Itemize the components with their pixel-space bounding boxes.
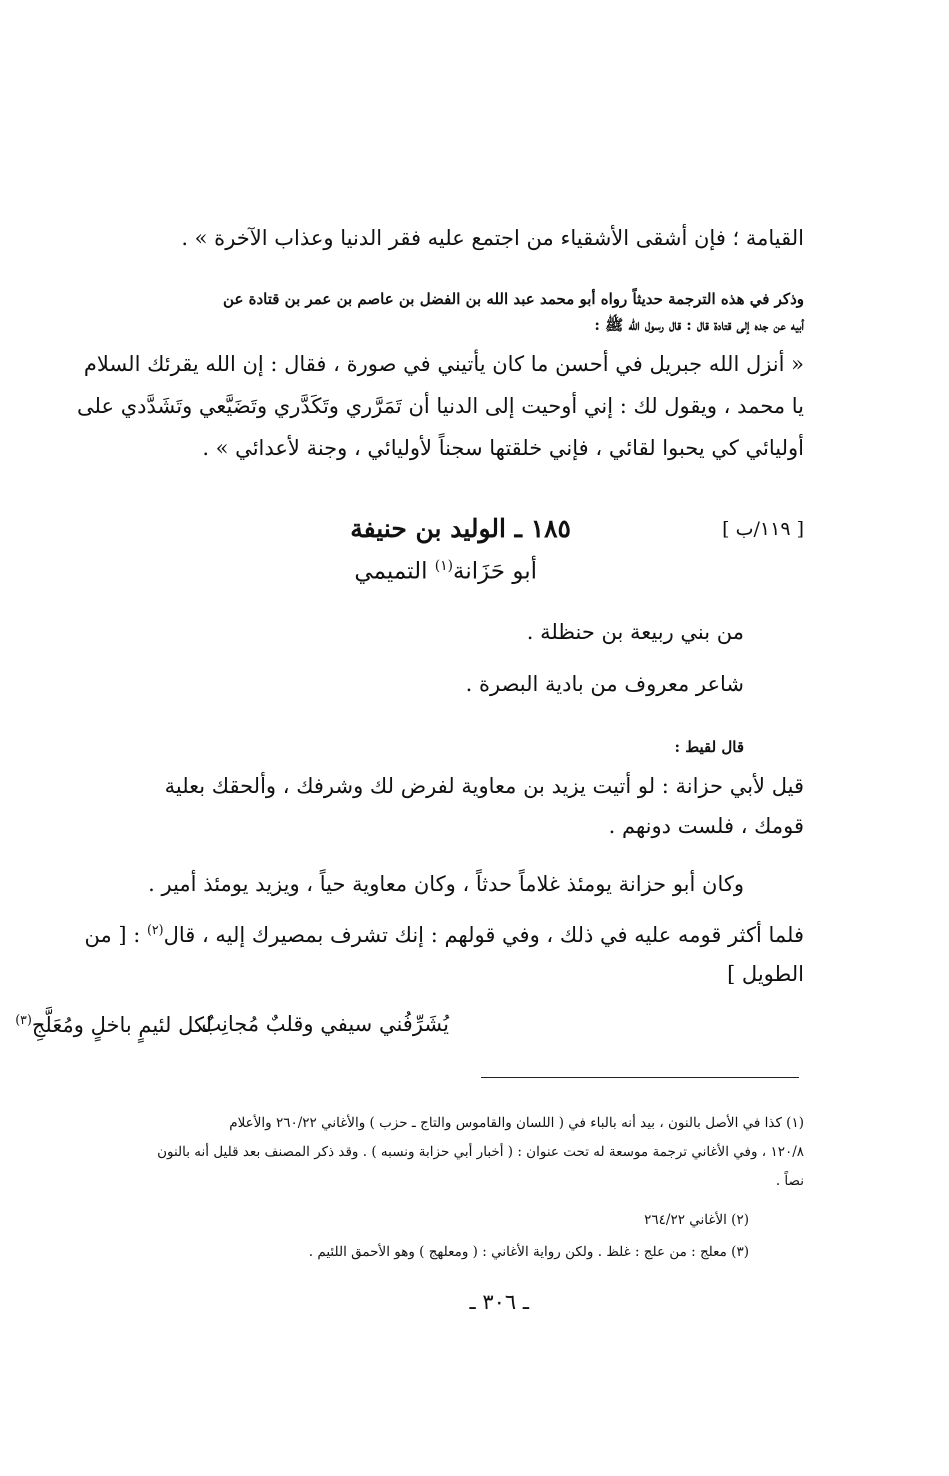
entry-description: شاعر معروف من بادية البصرة . <box>465 672 744 696</box>
hadith-line-1: « أنزل الله جبريل في أحسن ما كان يأتيني في صورة ، فقال : إن الله يقرئك السلام <box>83 352 804 376</box>
footnote-ref-1: (١) <box>434 558 453 574</box>
footnote-3: (٣) معلج : من علج : غلظ . ولكن رواية الأغاني : ( ومعلهج ) وهو الأحمق اللئيم . <box>308 1244 749 1260</box>
narrative-p3-line-1: فلما أكثر قومه عليه في ذلك ، وفي قولهم : إنك تشرف بمصيرك إليه ، قال$^{(٢)}$ : [ من <box>84 922 804 947</box>
footnote-1-line-3: نصاً . <box>775 1173 804 1189</box>
continuation-line: القيامة ؛ فإن أشقى الأشقياء من اجتمع عليه فقر الدنيا وعذاب الآخرة » . <box>181 226 804 250</box>
footnote-separator <box>481 1077 799 1078</box>
narrative-p3-line-2: الطويل ] <box>727 962 804 986</box>
footnote-2: (٢) الأغاني ٢٦٤/٢٢ <box>644 1212 749 1228</box>
narrative-p2: وكان أبو حزانة يومئذ غلاماً حدثاً ، وكان معاوية حياً ، ويزيد يومئذ أمير . <box>148 872 744 896</box>
narrative-p1-line-2: قومك ، فلست دونهم . <box>608 814 804 838</box>
footnote-1-line-1: (١) كذا في الأصل بالنون ، بيد أنه بالباء في ( اللسان والقاموس والتاج ـ حزب ) والأغاني ٢٦٠/٢٢ والأعلام <box>229 1115 804 1131</box>
narrative-p1-line-1: قيل لأبي حزانة : لو أتيت يزيد بن معاوية لفرض لك وشرفك ، وألحقك بعلية <box>164 774 804 798</box>
page-number: ـ ٣٠٦ ـ <box>469 1290 529 1314</box>
verse-second-hemistich: لكل لئيمٍ باخلٍ ومُعَلَّجِ$^{(٣)}$ <box>15 1012 212 1037</box>
footnote-ref-2: (٢) <box>146 922 164 937</box>
entry-title: ١٨٥ ـ الوليد بن حنيفة <box>350 514 571 543</box>
entry-lineage: من بني ربيعة بن حنظلة . <box>526 620 744 644</box>
narrator-heading: قال لقيط : <box>674 738 744 756</box>
hadith-line-3: أوليائي كي يحبوا لقائي ، فإني خلقتها سجناً لأوليائي ، وجنة لأعدائي » . <box>202 436 804 460</box>
hadith-intro-line-1: وذكر في هذه الترجمة حديثاً رواه أبو محمد عبد الله بن الفضل بن عاصم بن عمر بن قتادة عن <box>223 290 804 308</box>
footnote-ref-3: (٣) <box>15 1012 32 1027</box>
hadith-intro-line-2: أبيه عن جده إلى قتادة قال : قال رسول الله ﷺ : <box>594 316 804 334</box>
hadith-line-2: يا محمد ، ويقول لك : إني أوحيت إلى الدنيا أن تَمَرَّري وتَكَدَّري وتَضَيَّعي وتَشَدَّدي على <box>77 394 804 418</box>
entry-subtitle: أبو حَزَانة$^{(١)}$ التميمي <box>354 558 537 585</box>
folio-reference: [ ١١٩/ب ] <box>722 518 804 540</box>
verse-first-hemistich: يُشَرِّفُني سيفي وقلبٌ مُجانِبٌ <box>201 1012 449 1036</box>
footnote-1-line-2: ١٢٠/٨ ، وفي الأغاني ترجمة موسعة له تحت عنوان : ( أخبار أبي حزابة ونسبه ) . وقد ذكر المصنف بعد قليل أنه بالنون <box>157 1144 804 1160</box>
